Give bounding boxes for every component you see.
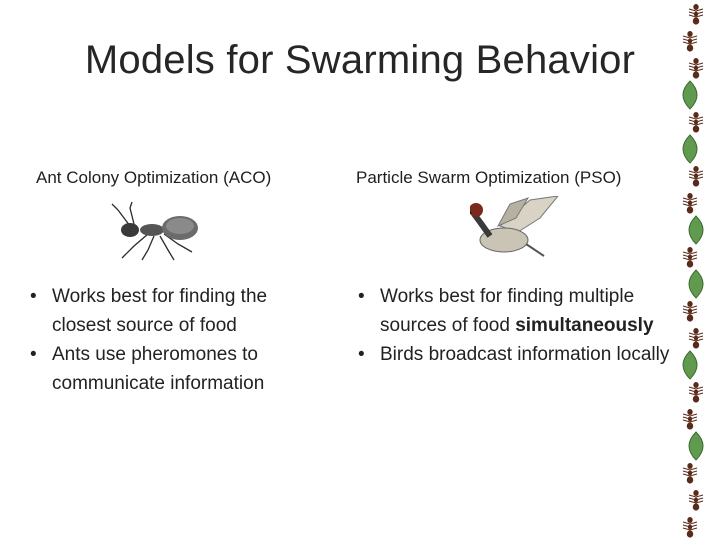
- pso-bullet-list: [358, 282, 673, 369]
- leaf-icon: [689, 216, 703, 244]
- ant-icon: [689, 4, 703, 25]
- pso-heading: Particle Swarm Optimization (PSO): [356, 168, 622, 187]
- pso-bullet-emphasis: simultaneously: [515, 315, 654, 336]
- leaf-icon: [689, 270, 703, 298]
- ant-icon: [683, 517, 697, 538]
- leaf-icon: [689, 432, 703, 460]
- ant-icon: [689, 328, 703, 349]
- leaf-icon: [683, 351, 697, 379]
- pso-bullet-text: Works best for finding multiple sources of food: [380, 286, 635, 336]
- ant-illustration: [108, 200, 208, 262]
- slide-title: Models for Swarming Behavior: [84, 38, 636, 82]
- ant-icon: [689, 382, 703, 403]
- ant-icon: [683, 463, 697, 484]
- aco-heading: Ant Colony Optimization (ACO): [36, 168, 272, 187]
- aco-bullet-list: [30, 282, 330, 398]
- aco-bullet: • Ants use pheromones to communicate information: [30, 340, 330, 398]
- leaf-icon: [683, 135, 697, 163]
- pso-bullet: • Birds broadcast information locally: [358, 340, 673, 369]
- ant-icon: [683, 247, 697, 268]
- ant-icon: [689, 58, 703, 79]
- ant-icon: [689, 112, 703, 133]
- ant-icon: [683, 193, 697, 214]
- leaf-icon: [683, 81, 697, 109]
- ant-icon: [683, 409, 697, 430]
- pso-bullet: [358, 282, 673, 340]
- ant-icon: [683, 301, 697, 322]
- ant-icon: [689, 166, 703, 187]
- ant-icon: [683, 31, 697, 52]
- aco-bullet: • Works best for finding the closest source of food: [30, 282, 330, 340]
- duck-illustration: [470, 196, 560, 266]
- ant-icon: [689, 490, 703, 511]
- ants-and-leaves-border: [672, 0, 720, 540]
